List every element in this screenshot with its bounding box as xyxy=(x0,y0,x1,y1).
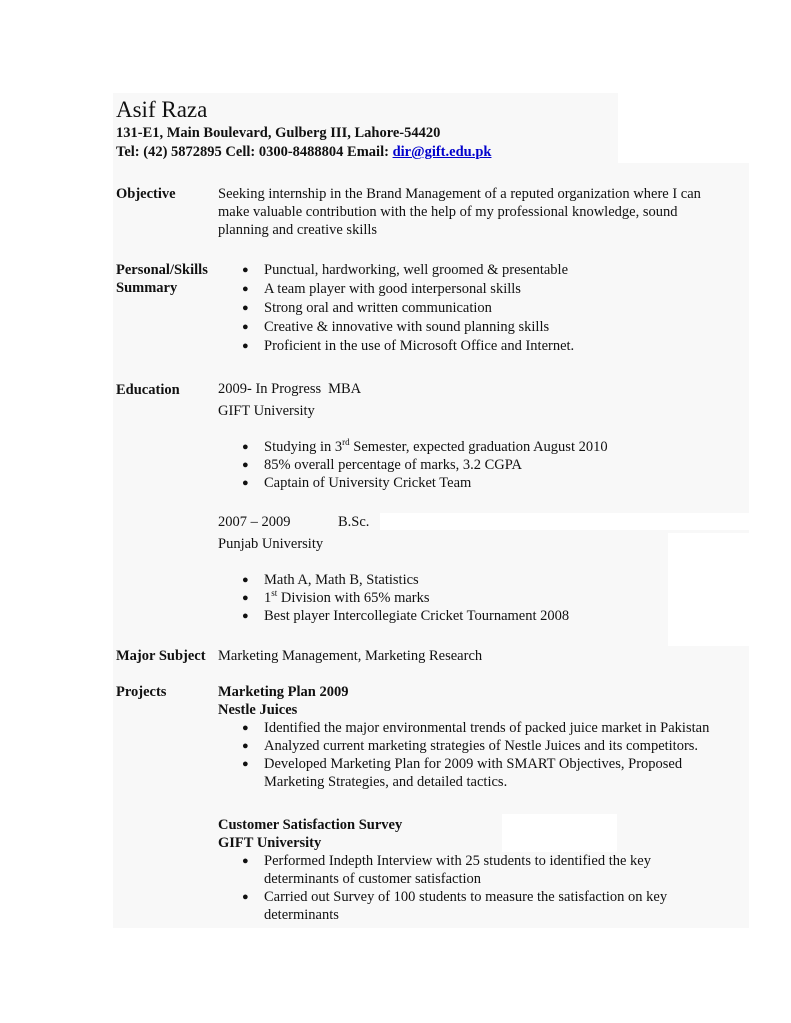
contact-details: Tel: (42) 5872895 Cell: 0300-8488804 Email: xyxy=(116,144,393,160)
bullet-icon: ● xyxy=(242,340,249,352)
bsc-institution: Punjab University xyxy=(218,536,324,552)
mba-item: Captain of University Cricket Team xyxy=(264,475,472,491)
bullet-icon: ● xyxy=(242,855,249,867)
objective-line: planning and creative skills xyxy=(218,222,378,238)
bullet-icon: ● xyxy=(242,610,249,622)
mba-item: Studying in 3 xyxy=(264,439,343,455)
project-customer-survey xyxy=(218,816,743,924)
contact-line xyxy=(116,143,491,162)
project-item-line: Marketing Strategies, and detailed tactics. xyxy=(264,774,508,790)
bullet-icon: ● xyxy=(242,302,249,314)
list-item xyxy=(218,571,743,589)
project-item-line: Developed Marketing Plan for 2009 with SMART Objectives, Proposed xyxy=(264,756,683,772)
bullet-icon: ● xyxy=(242,441,249,453)
skills-label xyxy=(116,261,208,297)
list-item xyxy=(218,737,743,755)
skill-text: Creative & innovative with sound planning skills xyxy=(264,319,550,335)
bsc-degree: B.Sc. xyxy=(338,514,370,530)
objective-line: Seeking internship in the Brand Management of a reputed organization where I can xyxy=(218,186,701,202)
mba-item: Semester, expected graduation August 2010 xyxy=(349,439,608,455)
bullet-icon: ● xyxy=(242,283,249,295)
project-title: Marketing Plan 2009 xyxy=(218,684,349,700)
bullet-icon: ● xyxy=(242,459,249,471)
bullet-icon: ● xyxy=(242,740,249,752)
project-org: GIFT University xyxy=(218,835,322,851)
list-item xyxy=(218,299,743,318)
bsc-item: Best player Intercollegiate Cricket Tournament 2008 xyxy=(264,608,570,624)
skill-text: Punctual, hardworking, well groomed & presentable xyxy=(264,262,569,278)
bullet-icon: ● xyxy=(242,264,249,276)
skill-text: Proficient in the use of Microsoft Office and Internet. xyxy=(264,338,575,354)
project-marketing-plan xyxy=(218,683,743,791)
list-item xyxy=(218,337,743,356)
list-item xyxy=(218,456,743,474)
candidate-name: Asif Raza xyxy=(116,97,208,122)
bullet-icon: ● xyxy=(242,477,249,489)
list-item xyxy=(218,438,743,456)
major-subject-label: Major Subject xyxy=(116,648,206,664)
project-item-line: Performed Indepth Interview with 25 students to identified the key xyxy=(264,853,651,869)
bsc-item: Division with 65% marks xyxy=(277,590,430,606)
bullet-icon: ● xyxy=(242,592,249,604)
list-item xyxy=(218,589,743,607)
project-item-line: Carried out Survey of 100 students to measure the satisfaction on key xyxy=(264,889,668,905)
list-item xyxy=(218,474,743,492)
email-link[interactable]: dir@gift.edu.pk xyxy=(392,144,492,160)
skill-text: Strong oral and written communication xyxy=(264,300,492,316)
mba-period: 2009- In Progress xyxy=(218,381,322,397)
ordinal-suffix: rd xyxy=(342,437,350,448)
list-item xyxy=(218,607,743,625)
bullet-icon: ● xyxy=(242,574,249,586)
skills-list xyxy=(218,261,743,356)
list-item xyxy=(218,852,743,888)
skill-text: A team player with good interpersonal skills xyxy=(264,281,521,297)
bullet-icon: ● xyxy=(242,722,249,734)
education-label: Education xyxy=(116,382,180,398)
bsc-item: 1 xyxy=(264,590,272,606)
project-item-line: determinants xyxy=(264,907,339,923)
bsc-period: 2007 – 2009 xyxy=(218,514,291,530)
project-item: Identified the major environmental trends of packed juice market in Pakistan xyxy=(264,720,710,736)
bullet-icon: ● xyxy=(242,758,249,770)
resume-header xyxy=(116,96,491,162)
ordinal-suffix: st xyxy=(271,588,278,599)
mba-heading xyxy=(218,380,743,398)
mba-degree: MBA xyxy=(328,381,362,397)
major-subject-value: Marketing Management, Marketing Research xyxy=(218,648,483,664)
projects-label: Projects xyxy=(116,684,167,700)
project-title: Customer Satisfaction Survey xyxy=(218,817,403,833)
list-item xyxy=(218,318,743,337)
list-item xyxy=(218,261,743,280)
list-item xyxy=(218,719,743,737)
bsc-heading xyxy=(218,513,743,531)
skills-label-line: Personal/Skills xyxy=(116,262,208,278)
objective-label: Objective xyxy=(116,186,176,202)
project-org: Nestle Juices xyxy=(218,702,298,718)
bsc-entry xyxy=(218,513,743,625)
objective-text xyxy=(218,185,743,239)
bsc-item: Math A, Math B, Statistics xyxy=(264,572,419,588)
bullet-icon: ● xyxy=(242,321,249,333)
project-item-line: determinants of customer satisfaction xyxy=(264,871,482,887)
mba-institution: GIFT University xyxy=(218,403,315,419)
address: 131-E1, Main Boulevard, Gulberg III, Lahore-54420 xyxy=(116,125,441,141)
list-item xyxy=(218,280,743,299)
list-item xyxy=(218,888,743,924)
skills-label-line: Summary xyxy=(116,280,178,296)
objective-line: make valuable contribution with the help of my professional knowledge, sound xyxy=(218,204,678,220)
project-item: Analyzed current marketing strategies of Nestle Juices and its competitors. xyxy=(264,738,699,754)
mba-item: 85% overall percentage of marks, 3.2 CGPA xyxy=(264,457,522,473)
bullet-icon: ● xyxy=(242,891,249,903)
list-item xyxy=(218,755,743,791)
mba-entry xyxy=(218,380,743,492)
